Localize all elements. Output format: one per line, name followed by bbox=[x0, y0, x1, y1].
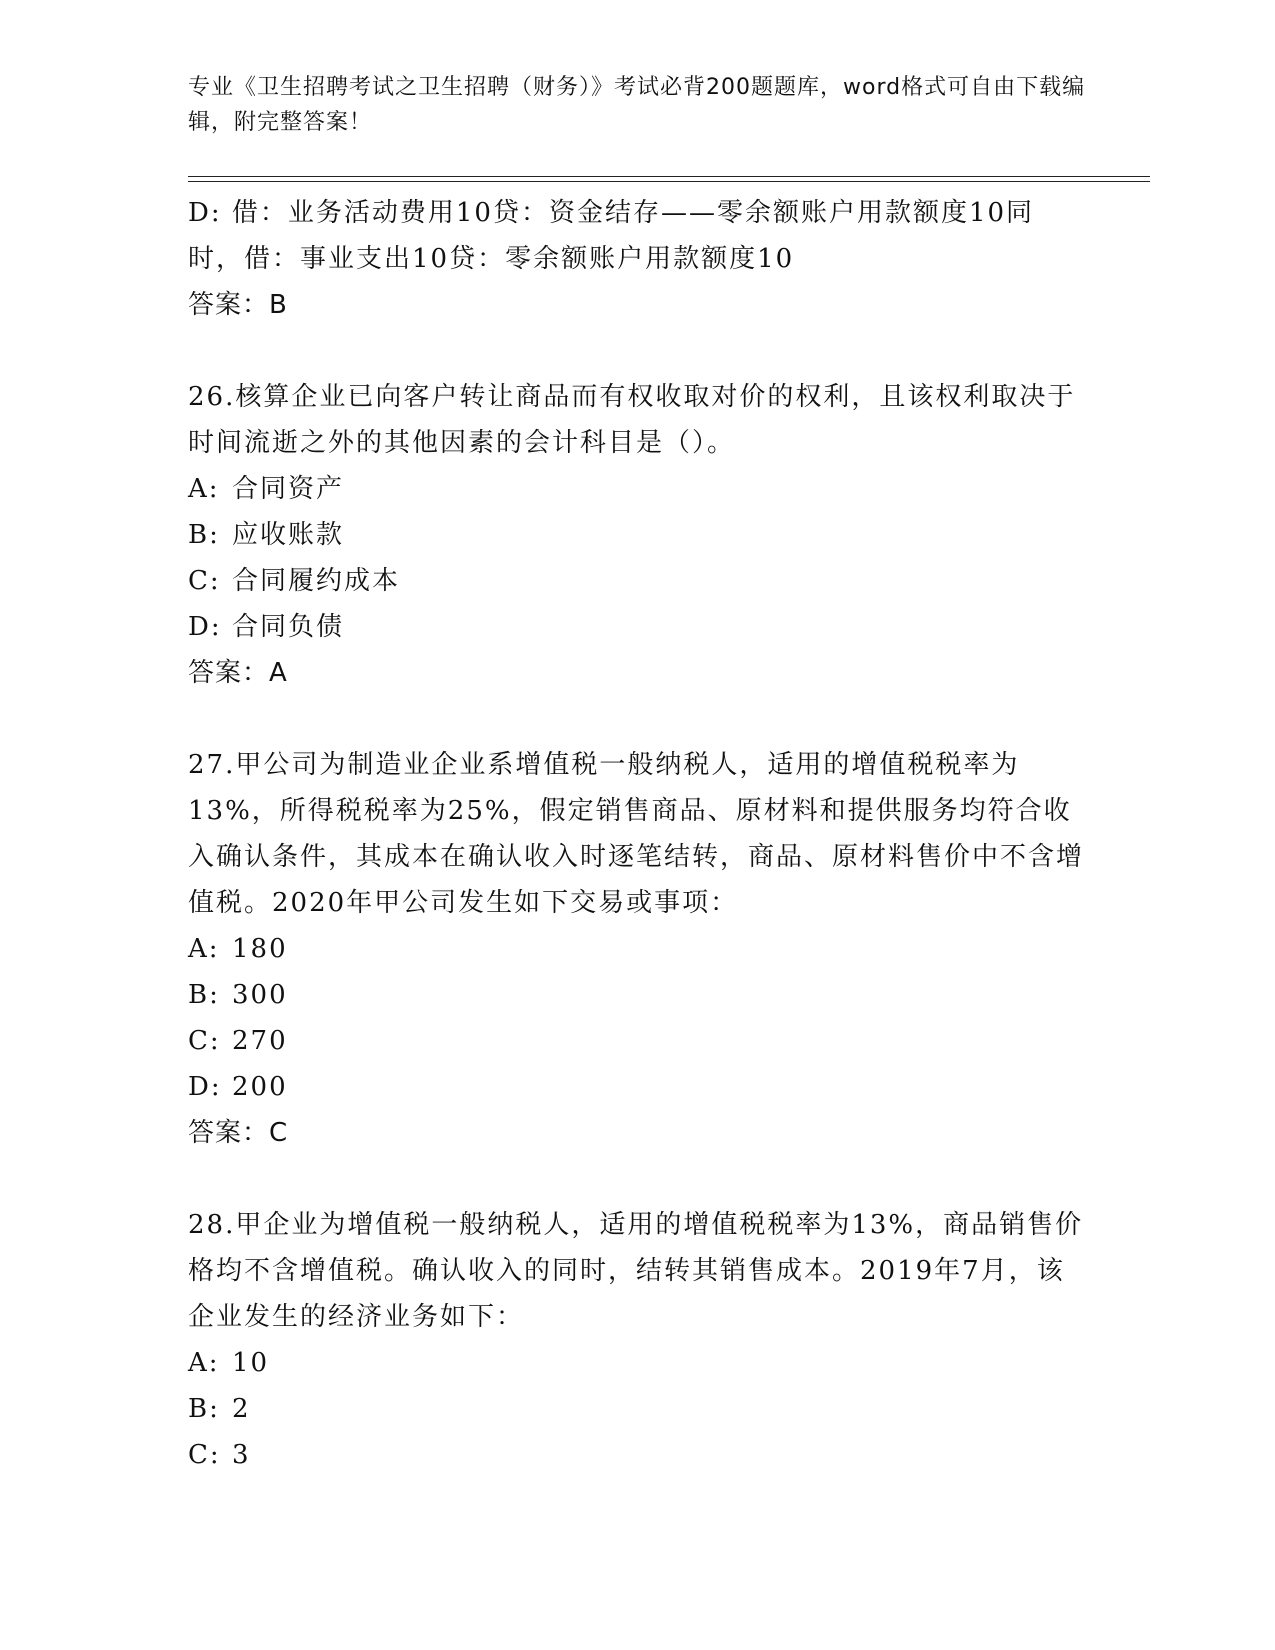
header-title: 专业《卫生招聘考试之卫生招聘（财务）》考试必背200题题库，word格式可自由下载编辑，附完整答案！ bbox=[188, 75, 1086, 135]
option-b bbox=[188, 512, 1088, 558]
option-key: A: bbox=[188, 934, 220, 964]
header-rule-top bbox=[188, 176, 1150, 177]
answer-line: 答案：B bbox=[188, 290, 288, 320]
answer-line: 答案：C bbox=[188, 1118, 289, 1148]
spacer bbox=[188, 328, 1088, 374]
option-text: 合同履约成本 bbox=[232, 566, 401, 596]
option-key: A: bbox=[188, 1348, 220, 1378]
option-b bbox=[188, 972, 1088, 1018]
option-a bbox=[188, 926, 1088, 972]
option-c bbox=[188, 1018, 1088, 1064]
spacer bbox=[188, 1156, 1088, 1202]
question-text: 28.甲企业为增值税一般纳税人，适用的增值税税率为13%，商品销售价格均不含增值税。确认收入的同时，结转其销售成本。2019年7月，该企业发生的经济业务如下： bbox=[188, 1210, 1084, 1332]
option-d bbox=[188, 604, 1088, 650]
option-b bbox=[188, 1386, 1088, 1432]
option-key: D: bbox=[188, 1072, 222, 1102]
option-text: 200 bbox=[232, 1072, 288, 1102]
question-text: 27.甲公司为制造业企业系增值税一般纳税人，适用的增值税税率为13%，所得税税率为25%，假定销售商品、原材料和提供服务均符合收入确认条件，其成本在确认收入时逐笔结转，商品、原材料售价中不含增值税。2020年甲公司发生如下交易或事项： bbox=[188, 750, 1085, 918]
question-text: 26.核算企业已向客户转让商品而有权收取对价的权利，且该权利取决于时间流逝之外的其他因素的会计科目是（）。 bbox=[188, 382, 1076, 458]
option-c bbox=[188, 558, 1088, 604]
option-key: A: bbox=[188, 474, 220, 504]
option-c bbox=[188, 1432, 1088, 1478]
document-body bbox=[188, 190, 1088, 1478]
option-a bbox=[188, 466, 1088, 512]
document-header bbox=[188, 70, 1088, 140]
question-26 bbox=[188, 374, 1088, 696]
option-a bbox=[188, 1340, 1088, 1386]
option-key: D: bbox=[188, 612, 222, 642]
question-28 bbox=[188, 1202, 1088, 1478]
option-key: B: bbox=[188, 1394, 220, 1424]
option-key: B: bbox=[188, 980, 220, 1010]
option-d bbox=[188, 1064, 1088, 1110]
option-text: 2 bbox=[232, 1394, 251, 1424]
option-text: 应收账款 bbox=[232, 520, 345, 550]
option-key: C: bbox=[188, 1440, 221, 1470]
option-text: 10 bbox=[232, 1348, 270, 1378]
option-text: 180 bbox=[232, 934, 288, 964]
question-27 bbox=[188, 742, 1088, 1156]
option-key: C: bbox=[188, 1026, 221, 1056]
previous-question-tail bbox=[188, 190, 1088, 328]
option-text: 合同负债 bbox=[232, 612, 345, 642]
header-rule-bottom bbox=[188, 181, 1150, 182]
option-key: B: bbox=[188, 520, 220, 550]
option-key: C: bbox=[188, 566, 221, 596]
option-key: D: bbox=[188, 198, 222, 228]
option-text: 借：业务活动费用10贷：资金结存——零余额账户用款额度10同时，借：事业支出10贷：零余额账户用款额度10 bbox=[188, 198, 1035, 274]
option-text: 3 bbox=[232, 1440, 251, 1470]
answer-line: 答案：A bbox=[188, 658, 288, 688]
option-text: 合同资产 bbox=[232, 474, 345, 504]
option-d bbox=[188, 190, 1088, 282]
spacer bbox=[188, 696, 1088, 742]
option-text: 270 bbox=[232, 1026, 288, 1056]
option-text: 300 bbox=[232, 980, 288, 1010]
